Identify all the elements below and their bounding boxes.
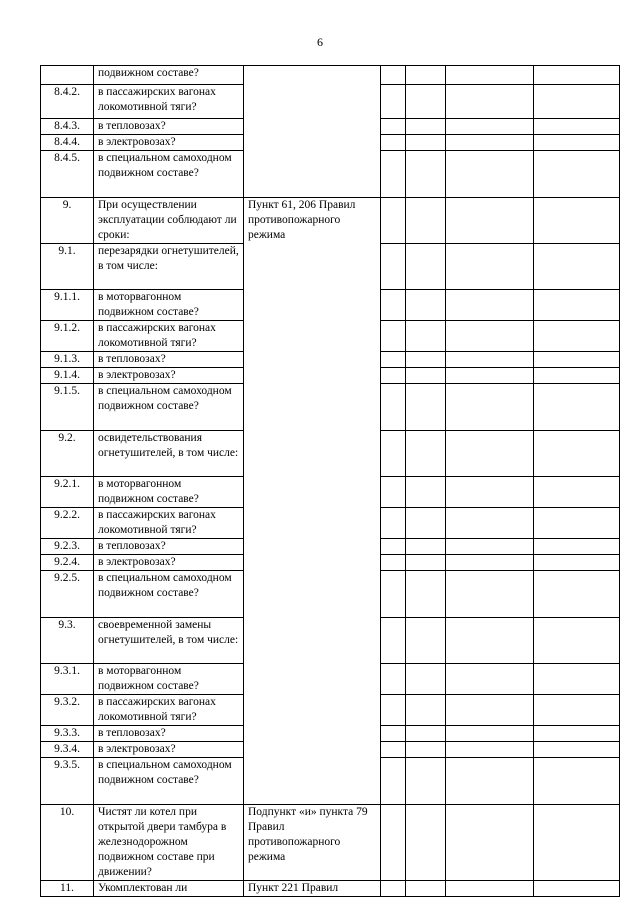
answer-cell[interactable] <box>406 477 446 508</box>
item-number: 9.3.3. <box>41 726 94 742</box>
answer-cell[interactable] <box>381 352 406 368</box>
reference-cell: Пункт 221 Правил <box>244 881 381 897</box>
answer-cell[interactable] <box>381 742 406 758</box>
answer-cell[interactable] <box>406 758 446 805</box>
answer-cell[interactable] <box>381 384 406 431</box>
answer-cell[interactable] <box>446 742 534 758</box>
answer-cell[interactable] <box>534 66 620 85</box>
answer-cell[interactable] <box>381 508 406 539</box>
answer-cell[interactable] <box>534 135 620 151</box>
answer-cell[interactable] <box>406 881 446 897</box>
answer-cell[interactable] <box>381 539 406 555</box>
answer-cell[interactable] <box>446 66 534 85</box>
answer-cell[interactable] <box>381 119 406 135</box>
item-number: 9.2.4. <box>41 555 94 571</box>
checklist-table <box>40 65 620 897</box>
item-number: 9.2.5. <box>41 571 94 618</box>
item-number: 9.1.5. <box>41 384 94 431</box>
question-text: При осуществлении эксплуатации соблюдают ли сроки: <box>94 198 244 244</box>
item-number: 8.4.3. <box>41 119 94 135</box>
answer-cell[interactable] <box>381 758 406 805</box>
answer-cell[interactable] <box>446 135 534 151</box>
table-row <box>41 805 620 881</box>
question-text: в тепловозах? <box>94 119 244 135</box>
answer-cell[interactable] <box>534 119 620 135</box>
question-text: в моторвагонном подвижном составе? <box>94 664 244 695</box>
item-number: 9.3. <box>41 618 94 664</box>
answer-cell[interactable] <box>446 384 534 431</box>
answer-cell[interactable] <box>534 539 620 555</box>
item-number: 9.1.4. <box>41 368 94 384</box>
answer-cell[interactable] <box>406 742 446 758</box>
table-row <box>41 198 620 244</box>
reference-cell: Пункт 61, 206 Правил противопожарного режима <box>244 198 381 805</box>
item-number: 9.3.2. <box>41 695 94 726</box>
item-number: 9. <box>41 198 94 244</box>
item-number: 8.4.2. <box>41 85 94 119</box>
answer-cell[interactable] <box>446 758 534 805</box>
answer-cell[interactable] <box>406 664 446 695</box>
item-number: 9.1.3. <box>41 352 94 368</box>
answer-cell[interactable] <box>406 805 446 881</box>
answer-cell[interactable] <box>534 244 620 290</box>
answer-cell[interactable] <box>446 881 534 897</box>
question-text: в тепловозах? <box>94 352 244 368</box>
answer-cell[interactable] <box>446 539 534 555</box>
answer-cell[interactable] <box>534 571 620 618</box>
answer-cell[interactable] <box>534 431 620 477</box>
question-text: в пассажирских вагонах локомотивной тяги? <box>94 695 244 726</box>
answer-cell[interactable] <box>406 384 446 431</box>
answer-cell[interactable] <box>406 85 446 119</box>
answer-cell[interactable] <box>381 151 406 198</box>
answer-cell[interactable] <box>534 477 620 508</box>
page-number: 6 <box>317 35 323 49</box>
answer-cell[interactable] <box>446 352 534 368</box>
reference-cell: Подпункт «и» пункта 79 Правил противопожарного режима <box>244 805 381 881</box>
answer-cell[interactable] <box>446 571 534 618</box>
answer-cell[interactable] <box>446 618 534 664</box>
answer-cell[interactable] <box>446 119 534 135</box>
item-number: 9.1.1. <box>41 290 94 321</box>
answer-cell[interactable] <box>406 539 446 555</box>
answer-cell[interactable] <box>534 352 620 368</box>
table-row <box>41 881 620 897</box>
item-number: 9.3.5. <box>41 758 94 805</box>
answer-cell[interactable] <box>534 508 620 539</box>
checklist-body <box>41 66 620 897</box>
answer-cell[interactable] <box>446 198 534 244</box>
question-text: в специальном самоходном подвижном составе? <box>94 151 244 198</box>
answer-cell[interactable] <box>406 431 446 477</box>
answer-cell[interactable] <box>446 555 534 571</box>
answer-cell[interactable] <box>406 321 446 352</box>
answer-cell[interactable] <box>534 321 620 352</box>
question-text: в пассажирских вагонах локомотивной тяги? <box>94 508 244 539</box>
question-text: своевременной замены огнетушителей, в том числе: <box>94 618 244 664</box>
answer-cell[interactable] <box>381 85 406 119</box>
question-text: Чистят ли котел при открытой двери тамбура в железнодорожном подвижном составе при движении? <box>94 805 244 881</box>
answer-cell[interactable] <box>381 321 406 352</box>
answer-cell[interactable] <box>406 618 446 664</box>
answer-cell[interactable] <box>406 555 446 571</box>
item-number: 9.1.2. <box>41 321 94 352</box>
answer-cell[interactable] <box>446 151 534 198</box>
answer-cell[interactable] <box>406 571 446 618</box>
answer-cell[interactable] <box>446 477 534 508</box>
item-number: 9.1. <box>41 244 94 290</box>
answer-cell[interactable] <box>381 695 406 726</box>
item-number: 9.3.4. <box>41 742 94 758</box>
question-text: освидетельствования огнетушителей, в том числе: <box>94 431 244 477</box>
question-text: перезарядки огнетушителей, в том числе: <box>94 244 244 290</box>
answer-cell[interactable] <box>381 618 406 664</box>
question-text: в специальном самоходном подвижном составе? <box>94 758 244 805</box>
answer-cell[interactable] <box>534 742 620 758</box>
answer-cell[interactable] <box>381 290 406 321</box>
item-number: 9.2. <box>41 431 94 477</box>
answer-cell[interactable] <box>406 135 446 151</box>
answer-cell[interactable] <box>406 244 446 290</box>
question-text: в электровозах? <box>94 368 244 384</box>
question-text: в моторвагонном подвижном составе? <box>94 477 244 508</box>
question-text: в тепловозах? <box>94 726 244 742</box>
answer-cell[interactable] <box>406 290 446 321</box>
answer-cell[interactable] <box>381 571 406 618</box>
question-text: в тепловозах? <box>94 539 244 555</box>
answer-cell[interactable] <box>534 368 620 384</box>
item-number: 8.4.5. <box>41 151 94 198</box>
answer-cell[interactable] <box>446 508 534 539</box>
answer-cell[interactable] <box>534 290 620 321</box>
question-text: Укомплектован ли <box>94 881 244 897</box>
answer-cell[interactable] <box>534 618 620 664</box>
answer-cell[interactable] <box>534 881 620 897</box>
answer-cell[interactable] <box>446 664 534 695</box>
question-text: в специальном самоходном подвижном составе? <box>94 571 244 618</box>
answer-cell[interactable] <box>381 244 406 290</box>
item-number <box>41 66 94 85</box>
answer-cell[interactable] <box>446 244 534 290</box>
answer-cell[interactable] <box>446 321 534 352</box>
answer-cell[interactable] <box>446 726 534 742</box>
answer-cell[interactable] <box>381 431 406 477</box>
answer-cell[interactable] <box>406 198 446 244</box>
answer-cell[interactable] <box>534 805 620 881</box>
answer-cell[interactable] <box>381 477 406 508</box>
question-text: в электровозах? <box>94 135 244 151</box>
question-text: подвижном составе? <box>94 66 244 85</box>
answer-cell[interactable] <box>406 119 446 135</box>
item-number: 10. <box>41 805 94 881</box>
reference-cell <box>244 66 381 198</box>
answer-cell[interactable] <box>534 85 620 119</box>
answer-cell[interactable] <box>406 368 446 384</box>
answer-cell[interactable] <box>381 881 406 897</box>
answer-cell[interactable] <box>534 198 620 244</box>
table-row <box>41 66 620 85</box>
question-text: в электровозах? <box>94 555 244 571</box>
answer-cell[interactable] <box>381 664 406 695</box>
answer-cell[interactable] <box>446 85 534 119</box>
question-text: в пассажирских вагонах локомотивной тяги? <box>94 85 244 119</box>
answer-cell[interactable] <box>446 290 534 321</box>
item-number: 9.2.1. <box>41 477 94 508</box>
item-number: 8.4.4. <box>41 135 94 151</box>
answer-cell[interactable] <box>381 66 406 85</box>
answer-cell[interactable] <box>534 384 620 431</box>
answer-cell[interactable] <box>381 368 406 384</box>
answer-cell[interactable] <box>406 695 446 726</box>
answer-cell[interactable] <box>534 151 620 198</box>
answer-cell[interactable] <box>406 66 446 85</box>
answer-cell[interactable] <box>381 555 406 571</box>
answer-cell[interactable] <box>381 805 406 881</box>
answer-cell[interactable] <box>381 135 406 151</box>
answer-cell[interactable] <box>534 726 620 742</box>
answer-cell[interactable] <box>406 151 446 198</box>
question-text: в моторвагонном подвижном составе? <box>94 290 244 321</box>
item-number: 11. <box>41 881 94 897</box>
question-text: в специальном самоходном подвижном составе? <box>94 384 244 431</box>
answer-cell[interactable] <box>534 664 620 695</box>
item-number: 9.3.1. <box>41 664 94 695</box>
answer-cell[interactable] <box>446 695 534 726</box>
answer-cell[interactable] <box>406 352 446 368</box>
answer-cell[interactable] <box>446 805 534 881</box>
item-number: 9.2.3. <box>41 539 94 555</box>
answer-cell[interactable] <box>534 695 620 726</box>
question-text: в пассажирских вагонах локомотивной тяги? <box>94 321 244 352</box>
answer-cell[interactable] <box>446 368 534 384</box>
answer-cell[interactable] <box>406 726 446 742</box>
question-text: в электровозах? <box>94 742 244 758</box>
answer-cell[interactable] <box>446 431 534 477</box>
answer-cell[interactable] <box>381 198 406 244</box>
item-number: 9.2.2. <box>41 508 94 539</box>
answer-cell[interactable] <box>381 726 406 742</box>
answer-cell[interactable] <box>534 758 620 805</box>
answer-cell[interactable] <box>534 555 620 571</box>
answer-cell[interactable] <box>406 508 446 539</box>
